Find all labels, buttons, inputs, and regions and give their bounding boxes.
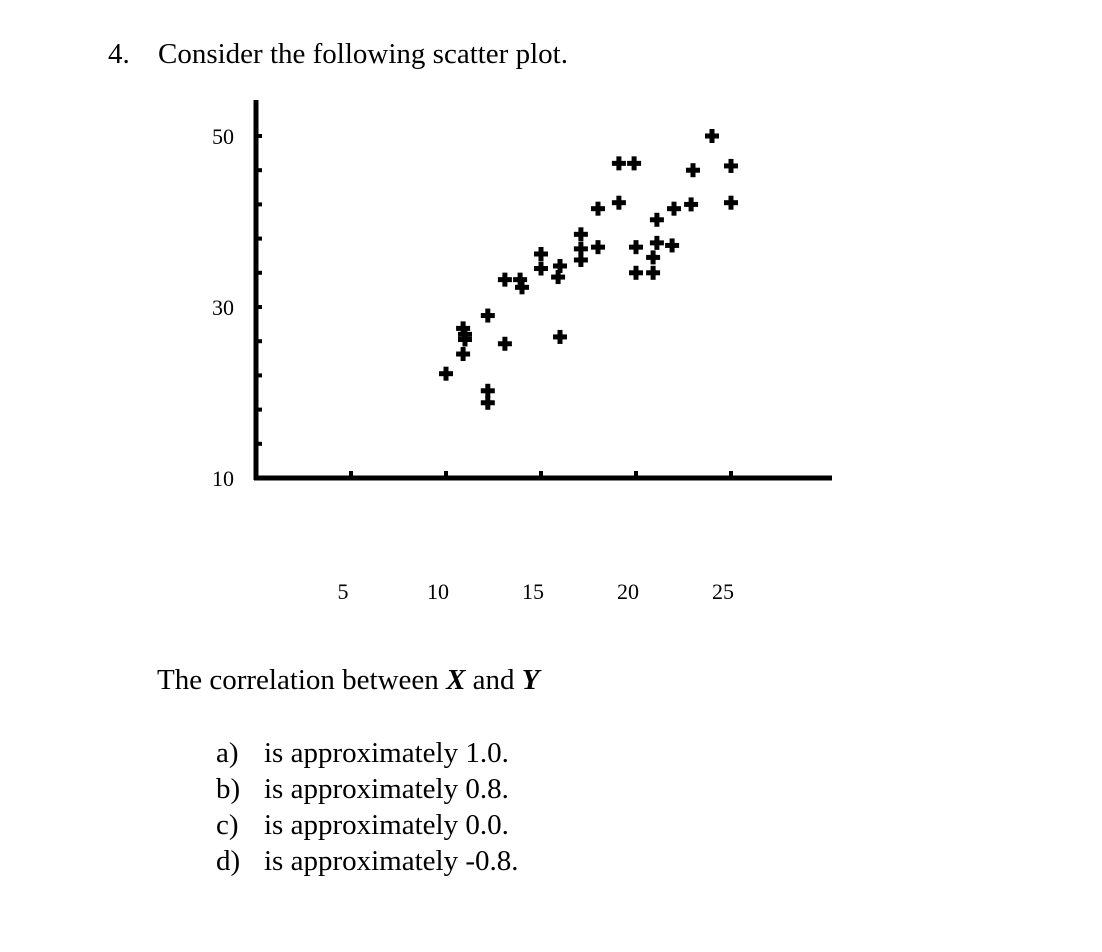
- y-tick: [256, 202, 262, 206]
- choice-text: is approximately -0.8.: [264, 845, 519, 877]
- choice-text: is approximately 0.8.: [264, 773, 509, 805]
- y-tick-label: 30: [212, 295, 234, 320]
- y-tick: [256, 271, 262, 275]
- y-tick: [256, 134, 262, 138]
- stem-middle: and: [465, 664, 522, 696]
- data-point: [439, 367, 453, 381]
- choice-letter: b): [216, 773, 241, 805]
- data-point: [498, 273, 512, 287]
- data-point: [534, 262, 548, 276]
- data-point: [574, 227, 588, 241]
- x-tick: [349, 471, 353, 478]
- data-point: [705, 129, 719, 143]
- data-point: [553, 259, 567, 273]
- choice-b[interactable]: [216, 771, 519, 807]
- y-tick: [256, 442, 262, 446]
- x-tick: [444, 471, 448, 478]
- choice-d[interactable]: [216, 843, 519, 879]
- x-tick: [539, 471, 543, 478]
- data-point: [650, 236, 664, 250]
- data-point: [650, 213, 664, 227]
- x-tick-label: 25: [712, 579, 734, 604]
- x-tick: [634, 471, 638, 478]
- question-prompt: Consider the following scatter plot.: [158, 38, 568, 70]
- x-tick-label: 10: [427, 579, 449, 604]
- data-point: [591, 240, 605, 254]
- data-point: [612, 196, 626, 210]
- data-point: [724, 159, 738, 173]
- x-tick-label: 20: [617, 579, 639, 604]
- x-tick-label: 5: [337, 579, 349, 604]
- variable-x: X: [446, 664, 466, 696]
- data-point: [591, 202, 605, 216]
- data-point: [646, 266, 660, 280]
- data-point: [629, 240, 643, 254]
- data-point: [498, 337, 512, 351]
- data-point: [574, 242, 588, 256]
- choice-letter: c): [216, 809, 239, 841]
- y-tick-label: 10: [212, 466, 234, 491]
- y-tick-label: 50: [212, 124, 234, 149]
- x-axis: [254, 471, 832, 604]
- data-point: [686, 163, 700, 177]
- variable-y: Y: [521, 664, 540, 696]
- x-tick-label: 15: [522, 579, 544, 604]
- data-point: [629, 266, 643, 280]
- data-point: [515, 280, 529, 294]
- data-point: [684, 197, 698, 211]
- data-point: [665, 238, 679, 252]
- data-point: [553, 330, 567, 344]
- y-tick: [256, 373, 262, 377]
- data-points: [439, 129, 738, 410]
- y-tick: [256, 305, 262, 309]
- data-point: [534, 247, 548, 261]
- data-point: [612, 156, 626, 170]
- question-stem: [157, 662, 540, 698]
- data-point: [481, 384, 495, 398]
- data-point: [481, 309, 495, 323]
- data-point: [646, 250, 660, 264]
- choice-c[interactable]: [216, 807, 519, 843]
- stem-prefix: The correlation between: [157, 664, 447, 696]
- data-point: [667, 202, 681, 216]
- answer-choices: [216, 735, 519, 879]
- data-point: [724, 196, 738, 210]
- choice-a[interactable]: [216, 735, 519, 771]
- choice-letter: a): [216, 737, 239, 769]
- data-point: [481, 396, 495, 410]
- y-tick: [256, 168, 262, 172]
- choice-letter: d): [216, 845, 241, 877]
- question-number: 4.: [108, 38, 130, 70]
- y-tick: [256, 339, 262, 343]
- data-point: [627, 156, 641, 170]
- data-point: [456, 347, 470, 361]
- y-tick: [256, 408, 262, 412]
- y-axis: [212, 100, 262, 491]
- y-tick: [256, 237, 262, 241]
- choice-text: is approximately 1.0.: [264, 737, 509, 769]
- x-tick: [729, 471, 733, 478]
- choice-text: is approximately 0.0.: [264, 809, 509, 841]
